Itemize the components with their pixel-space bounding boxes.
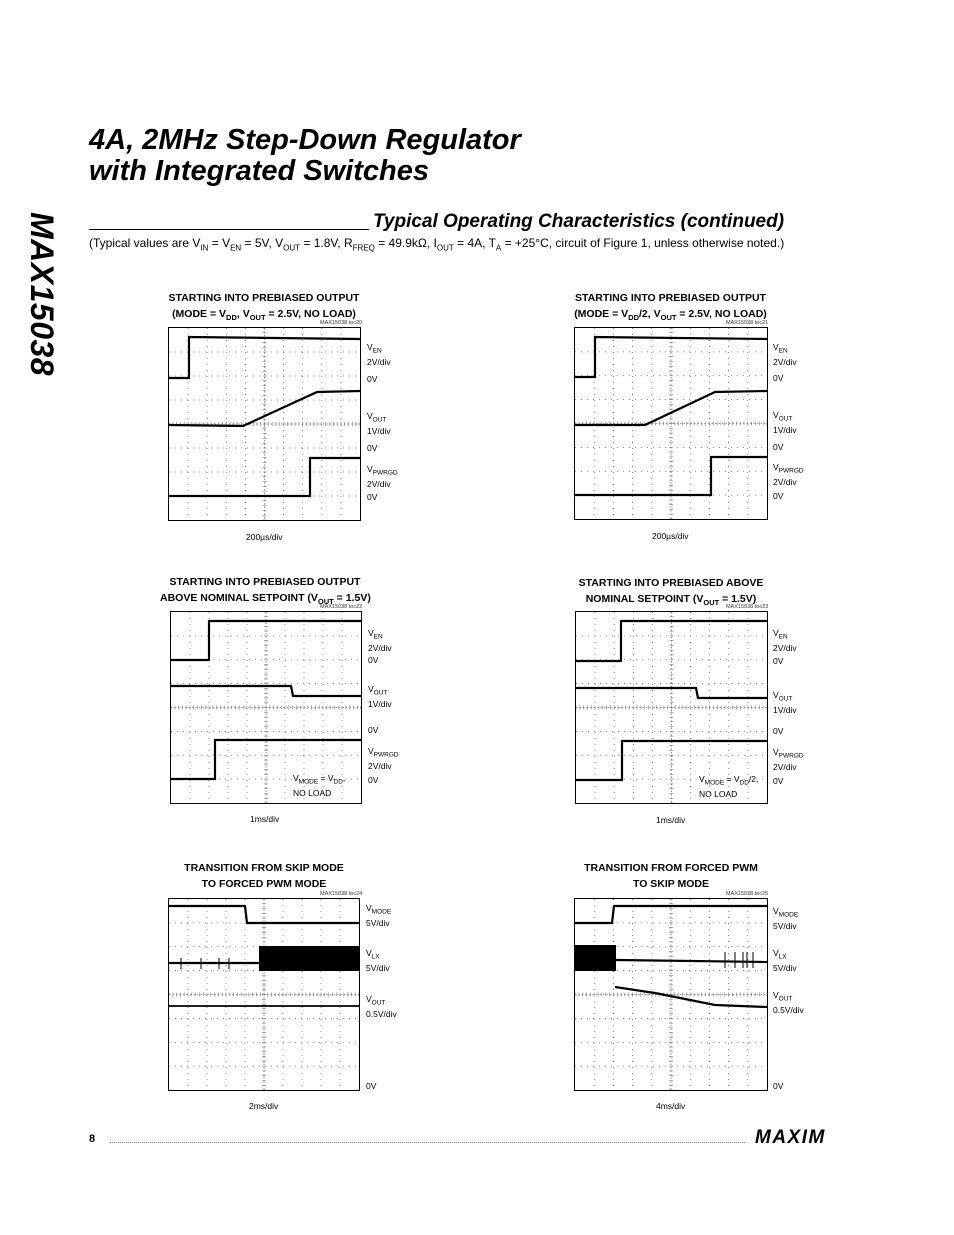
timebase-label: 200µs/div [246, 532, 283, 542]
chart-title: TRANSITION FROM FORCED PWM TO SKIP MODE [584, 862, 758, 890]
figure-id: MAX15038 toc25 [726, 891, 769, 897]
figure-id: MAX15038 toc23 [726, 604, 769, 610]
zero-label: 0V [773, 656, 784, 666]
side-part-number: MAX15038 [24, 212, 60, 377]
zero-label: 0V [366, 1081, 377, 1091]
zero-label: 0V [773, 373, 784, 383]
scope-screen [575, 899, 767, 1090]
brand-logo [755, 1128, 865, 1146]
trace-label-vlx: $V_{LX}$ 5V/div [366, 948, 390, 973]
trace-label-vout: $V_{OUT}$ 1V/div [773, 410, 797, 435]
oscilloscope-trace [168, 327, 361, 521]
trace-label-vmode: $V_{MODE}$ 5V/div [773, 906, 799, 931]
timebase-label: 1ms/div [250, 814, 280, 824]
figure-id: MAX15038 toc22 [320, 604, 363, 610]
scope-screen [169, 328, 360, 520]
zero-label: 0V [367, 443, 378, 453]
figure-id: MAX15038 toc24 [320, 891, 363, 897]
vlx-switching-band [259, 946, 359, 971]
page-number: 8 [89, 1133, 96, 1145]
vlx-trace [616, 960, 767, 962]
zero-label: 0V [773, 491, 784, 501]
zero-label: 0V [367, 374, 378, 384]
zero-label: 0V [368, 655, 379, 665]
trace-label-vpwrgd: $V_{PWRGD}$ 2V/div [773, 747, 804, 772]
scope-grid [575, 328, 767, 519]
section-heading: Typical Operating Characteristics (continued) [373, 211, 785, 232]
document-title [89, 125, 789, 187]
figure-id: MAX15038 toc21 [726, 320, 769, 326]
zero-label: 0V [368, 725, 379, 735]
svg-text:MAXIM: MAXIM [755, 1128, 826, 1146]
trace-label-vout: $V_{OUT}$ 1V/div [368, 684, 392, 709]
footer-rule [110, 1142, 745, 1143]
timebase-label: 4ms/div [656, 1101, 686, 1111]
trace-label-vout: $V_{OUT}$ 0.5V/div [366, 994, 397, 1019]
test-note: $V_{MODE} = V_{DD}/2$, NO LOAD [699, 774, 759, 799]
oscilloscope-trace [574, 898, 768, 1091]
title-line-2: with Integrated Switches [89, 155, 429, 187]
vlx-switching-band [575, 945, 616, 971]
zero-label: 0V [773, 726, 784, 736]
scope-grid [169, 328, 360, 520]
vout-trace [615, 987, 767, 1007]
trace-label-vlx: $V_{LX}$ 5V/div [773, 948, 797, 973]
oscilloscope-trace [168, 898, 360, 1091]
trace-label-ven: $V_{EN}$ 2V/div [368, 628, 392, 653]
zero-label: 0V [367, 492, 378, 502]
oscilloscope-trace [574, 327, 768, 520]
maxim-logo-icon [755, 1128, 865, 1146]
trace-label-ven: $V_{EN}$ 2V/div [773, 628, 797, 653]
scope-grid [169, 899, 359, 1090]
chart-title: STARTING INTO PREBIASED OUTPUT (MODE = $V_{DD}/2$, $V_{OUT} = 2.5V$, NO LOAD) [574, 292, 767, 323]
vout-trace [171, 686, 361, 696]
chart-title: TRANSITION FROM SKIP MODE TO FORCED PWM MODE [184, 862, 344, 890]
timebase-label: 2ms/div [249, 1101, 279, 1111]
zero-label: 0V [773, 776, 784, 786]
trace-label-ven: $V_{EN}$ 2V/div [367, 342, 391, 367]
trace-label-vout: $V_{OUT}$ 0.5V/div [773, 990, 804, 1015]
section-rule [89, 229, 369, 230]
zero-label: 0V [773, 442, 784, 452]
trace-label-vpwrgd: $V_{PWRGD}$ 2V/div [773, 462, 804, 487]
chart-title: STARTING INTO PREBIASED ABOVE NOMINAL SETPOINT $(V_{OUT} = 1.5V)$ [578, 577, 764, 608]
chart-title: STARTING INTO PREBIASED OUTPUT ABOVE NOMINAL SETPOINT $(V_{OUT} = 1.5V)$ [160, 576, 371, 607]
scope-grid [575, 899, 767, 1090]
test-note: $V_{MODE} = V_{DD}$, NO LOAD [293, 773, 346, 798]
trace-label-vmode: $V_{MODE}$ 5V/div [366, 903, 392, 928]
test-conditions: (Typical values are $V_{IN} = V_{EN} = 5V$, $V_{OUT} = 1.8V$, $R_{FREQ} = 49.9k\Omega$, $I_{OUT} = 4A$, $T_A = +25^\circ C$, circuit of Figure 1, unless otherwise noted.) [89, 236, 785, 253]
trace-label-vpwrgd: $V_{PWRGD}$ 2V/div [368, 746, 399, 771]
timebase-label: 1ms/div [656, 815, 686, 825]
figure-id: MAX15038 toc20 [320, 320, 363, 326]
title-line-1: 4A, 2MHz Step-Down Regulator [89, 124, 521, 156]
chart-title: STARTING INTO PREBIASED OUTPUT (MODE = $V_{DD}$, $V_{OUT} = 2.5V$, NO LOAD) [168, 292, 360, 323]
trace-label-ven: $V_{EN}$ 2V/div [773, 342, 797, 367]
zero-label: 0V [368, 775, 379, 785]
timebase-label: 200µs/div [652, 531, 689, 541]
trace-label-vpwrgd: $V_{PWRGD}$ 2V/div [367, 464, 398, 489]
trace-label-vout: $V_{OUT}$ 1V/div [367, 411, 391, 436]
zero-label: 0V [773, 1081, 784, 1091]
trace-label-vout: $V_{OUT}$ 1V/div [773, 690, 797, 715]
scope-screen [169, 899, 359, 1090]
scope-screen [575, 328, 767, 519]
